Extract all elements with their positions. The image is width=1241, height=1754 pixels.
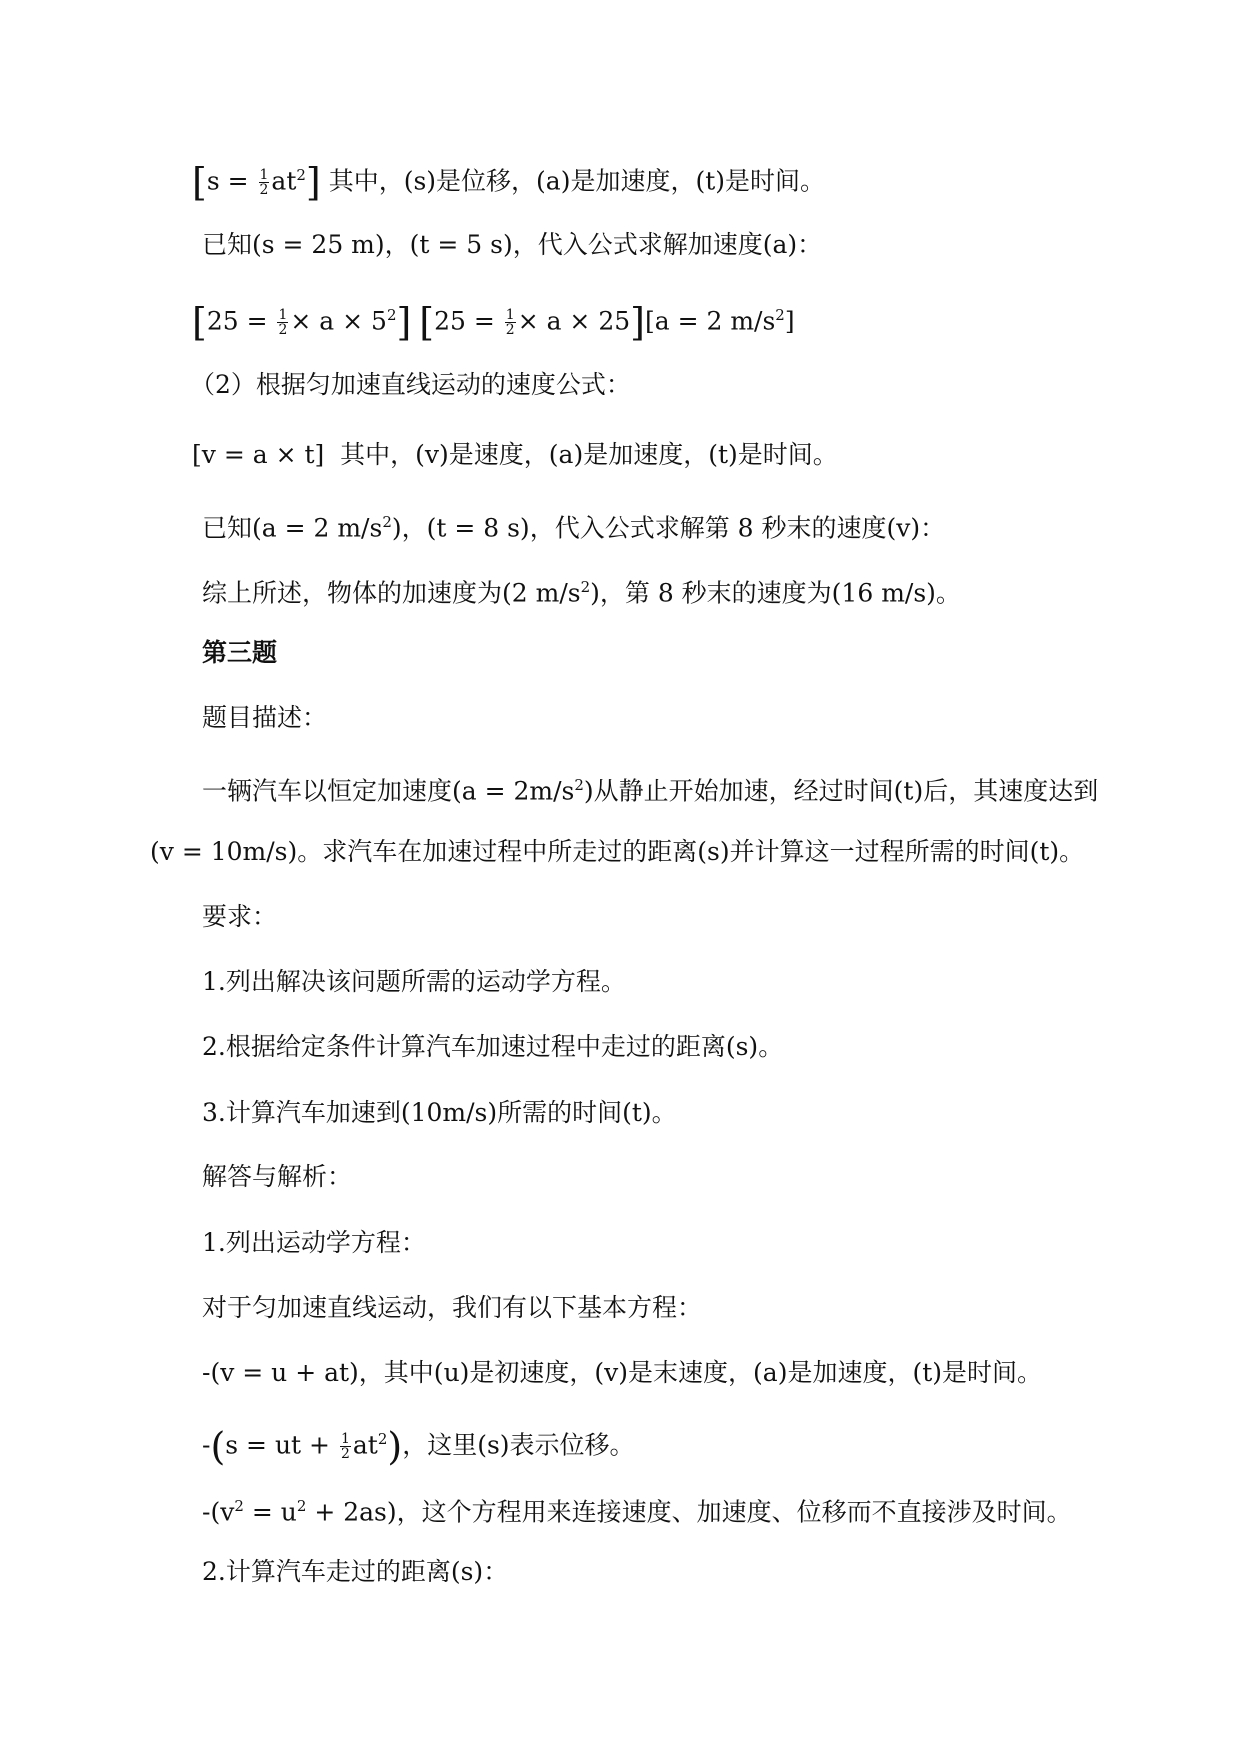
- formula-line-solve-a: [25 = $\frac{1}{2}$ × $a \times 5^2$] [25 = $\frac{1}{2}$ × a × 25][a = 2 $m/s^2$]: [192, 300, 795, 345]
- bracket-right: ]: [305, 160, 321, 205]
- list-item: 2.计算汽车走过的距离(s)：: [202, 1557, 509, 1586]
- paragraph: 已知(a = 2 $m/s^2$)，(t = 8 s)，代入公式求解第 8 秒末的速度(v)：: [202, 513, 946, 543]
- equation-item: $-(v^2 = u^2 + 2as)$，这个方程用来连接速度、加速度、位移而不直接涉及时间。: [202, 1497, 1072, 1527]
- text: 其中，(s)是位移，(a)是加速度，(t)是时间。: [328, 166, 826, 196]
- list-item: 1.列出解决该问题所需的运动学方程。: [202, 967, 626, 996]
- bracket-left: [: [192, 160, 207, 205]
- list-item: 3.计算汽车加速到(10m/s)所需的时间(t)。: [202, 1098, 677, 1127]
- fraction: $\frac{1}{2}$: [259, 167, 269, 199]
- paragraph: 综上所述，物体的加速度为(2 $m/s^2$)，第 8 秒末的速度为(16 m/s)。: [202, 578, 961, 608]
- formula-line-displacement: [s = $\frac{1}{2}$ $at^2$] 其中，(s)是位移，(a)是加速度，(t)是时间。: [192, 160, 826, 205]
- paragraph: (v = 10m/s)。求汽车在加速过程中所走过的距离(s)并计算这一过程所需的时间(t)。: [150, 837, 1085, 866]
- list-item: 1.列出运动学方程：: [202, 1228, 426, 1257]
- paragraph: 要求：: [202, 902, 278, 931]
- paragraph: 一辆汽车以恒定加速度$(a = 2m/s^2)$从静止开始加速，经过时间(t)后，其速度达到: [202, 776, 1099, 806]
- equation-item: -(v = u + at)，其中(u)是初速度，(v)是末速度，(a)是加速度，(t)是时间。: [202, 1358, 1043, 1387]
- paragraph: 题目描述：: [202, 703, 328, 732]
- paragraph: 对于匀加速直线运动，我们有以下基本方程：: [202, 1293, 703, 1322]
- equation-item: -(s = ut + $\frac{1}{2}$ $at^2$)，这里(s)表示位移。: [202, 1424, 635, 1469]
- paragraph: 解答与解析：: [202, 1162, 353, 1191]
- formula-line-velocity: [v = a × t] 其中，(v)是速度，(a)是加速度，(t)是时间。: [192, 440, 838, 469]
- paragraph: （2）根据匀加速直线运动的速度公式：: [190, 370, 631, 399]
- list-item: 2.根据给定条件计算汽车加速过程中走过的距离(s)。: [202, 1032, 784, 1061]
- paragraph: 已知(s = 25 m)，(t = 5 s)，代入公式求解加速度(a)：: [202, 230, 823, 259]
- section-heading: 第三题: [202, 638, 278, 667]
